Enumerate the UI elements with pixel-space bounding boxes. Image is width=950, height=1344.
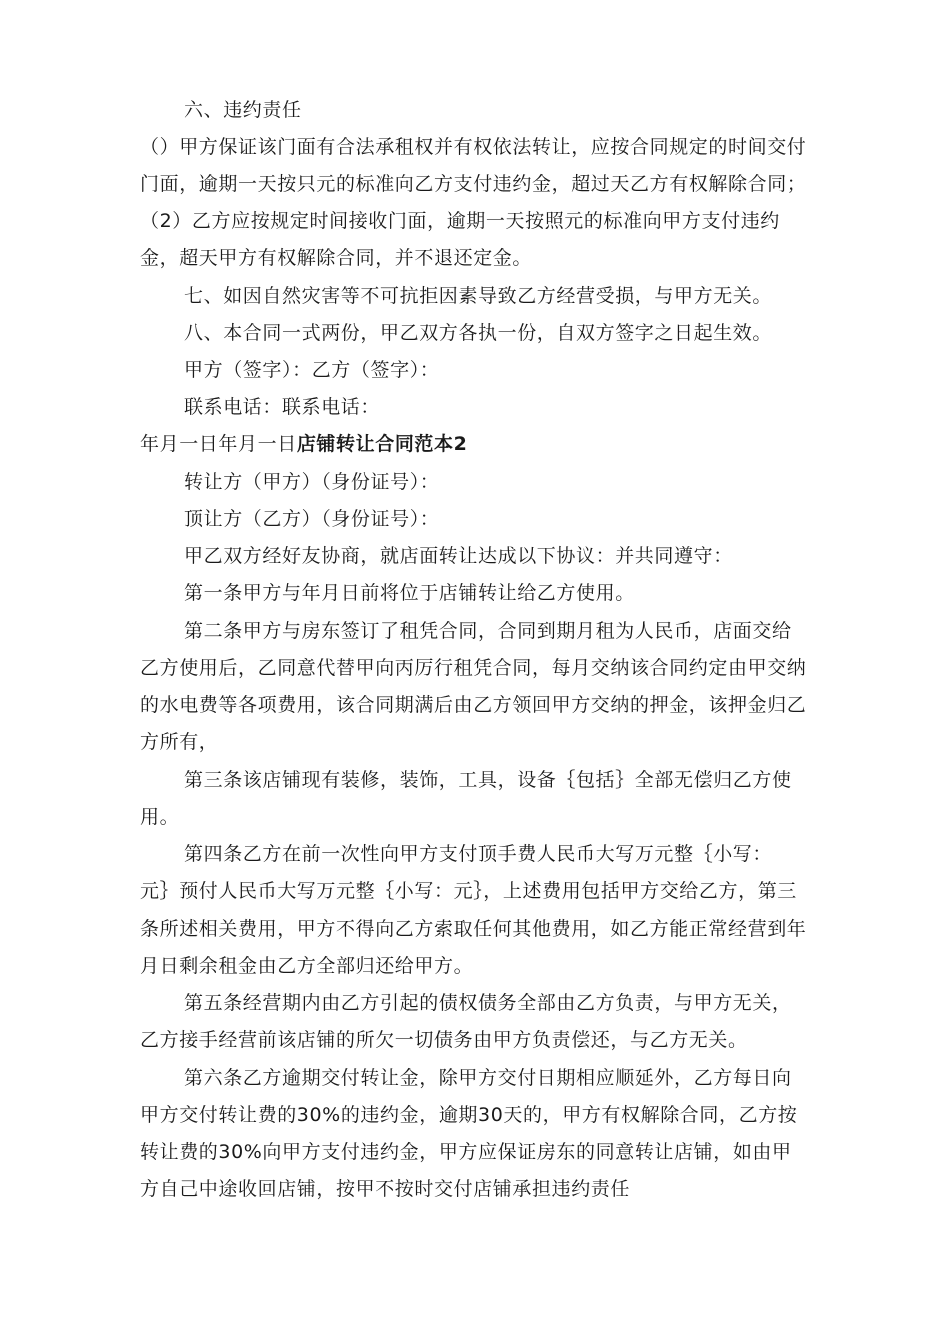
text-line: 门面，逾期一天按只元的标准向乙方支付违约金，超过天乙方有权解除合同；: [140, 173, 807, 195]
text-line: （）甲方保证该门面有合法承租权并有权依法转让，应按合同规定的时间交付: [140, 136, 807, 158]
text-line: 月日剩余租金由乙方全部归还给甲方。: [140, 955, 474, 977]
text-line: 转让方（甲方）（身份证号）：: [184, 471, 440, 493]
text-line: 元｝预付人民币大写万元整｛小写：元｝，上述费用包括甲方交给乙方，第三: [140, 880, 797, 902]
text-line: 第五条经营期内由乙方引起的债权债务全部由乙方负责，与甲方无关，: [184, 992, 792, 1014]
text-line: 第三条该店铺现有装修，装饰，工具，设备｛包括｝全部无偿归乙方使: [184, 769, 792, 791]
text-line: 第一条甲方与年月日前将位于店铺转让给乙方使用。: [184, 582, 635, 604]
text-line: 第六条乙方逾期交付转让金，除甲方交付日期相应顺延外，乙方每日向: [184, 1067, 792, 1089]
text-line: 乙方使用后，乙同意代替甲向丙厉行租凭合同，每月交纳该合同约定由甲交纳: [140, 657, 807, 679]
text-line: 方所有，: [140, 731, 219, 753]
text-line: 甲方交付转让费的30%的违约金，逾期30天的，甲方有权解除合同，乙方按: [140, 1104, 798, 1126]
text-line: （2）乙方应按规定时间接收门面，逾期一天按照元的标准向甲方支付违约: [140, 210, 780, 232]
text-line: 金，超天甲方有权解除合同，并不退还定金。: [140, 247, 533, 269]
text-line: 七、如因自然灾害等不可抗拒因素导致乙方经营受损，与甲方无关。: [184, 285, 773, 307]
text-line: 第二条甲方与房东签订了租凭合同，合同到期月租为人民币，店面交给: [184, 620, 792, 642]
text-line: 条所述相关费用，甲方不得向乙方索取任何其他费用，如乙方能正常经营到年: [140, 918, 807, 940]
date-text: 年月一日年月一日: [140, 433, 297, 455]
phone-line: 联系电话：联系电话：: [184, 396, 381, 418]
text-line: 方自己中途收回店铺，按甲不按时交付店铺承担违约责任: [140, 1178, 631, 1200]
text-line: 乙方接手经营前该店铺的所欠一切债务由甲方负责偿还，与乙方无关。: [140, 1029, 748, 1051]
text-line: 六、违约责任: [184, 99, 302, 121]
text-line: 八、本合同一式两份，甲乙双方各执一份，自双方签字之日起生效。: [184, 322, 773, 344]
date-heading-line: [140, 432, 467, 456]
section-heading: 店铺转让合同范本2: [296, 433, 468, 455]
text-line: 甲乙双方经好友协商，就店面转让达成以下协议：并共同遵守：: [184, 545, 733, 567]
text-line: 的水电费等各项费用，该合同期满后由乙方领回甲方交纳的押金，该押金归乙: [140, 694, 807, 716]
signature-line: 甲方（签字）：乙方（签字）：: [184, 359, 440, 381]
text-line: 转让费的30%向甲方支付违约金，甲方应保证房东的同意转让店铺，如由甲: [140, 1141, 792, 1163]
text-line: 顶让方（乙方）（身份证号）：: [184, 508, 440, 530]
text-line: 用。: [140, 806, 180, 828]
text-line: 第四条乙方在前一次性向甲方支付顶手费人民币大写万元整｛小写：: [184, 843, 773, 865]
